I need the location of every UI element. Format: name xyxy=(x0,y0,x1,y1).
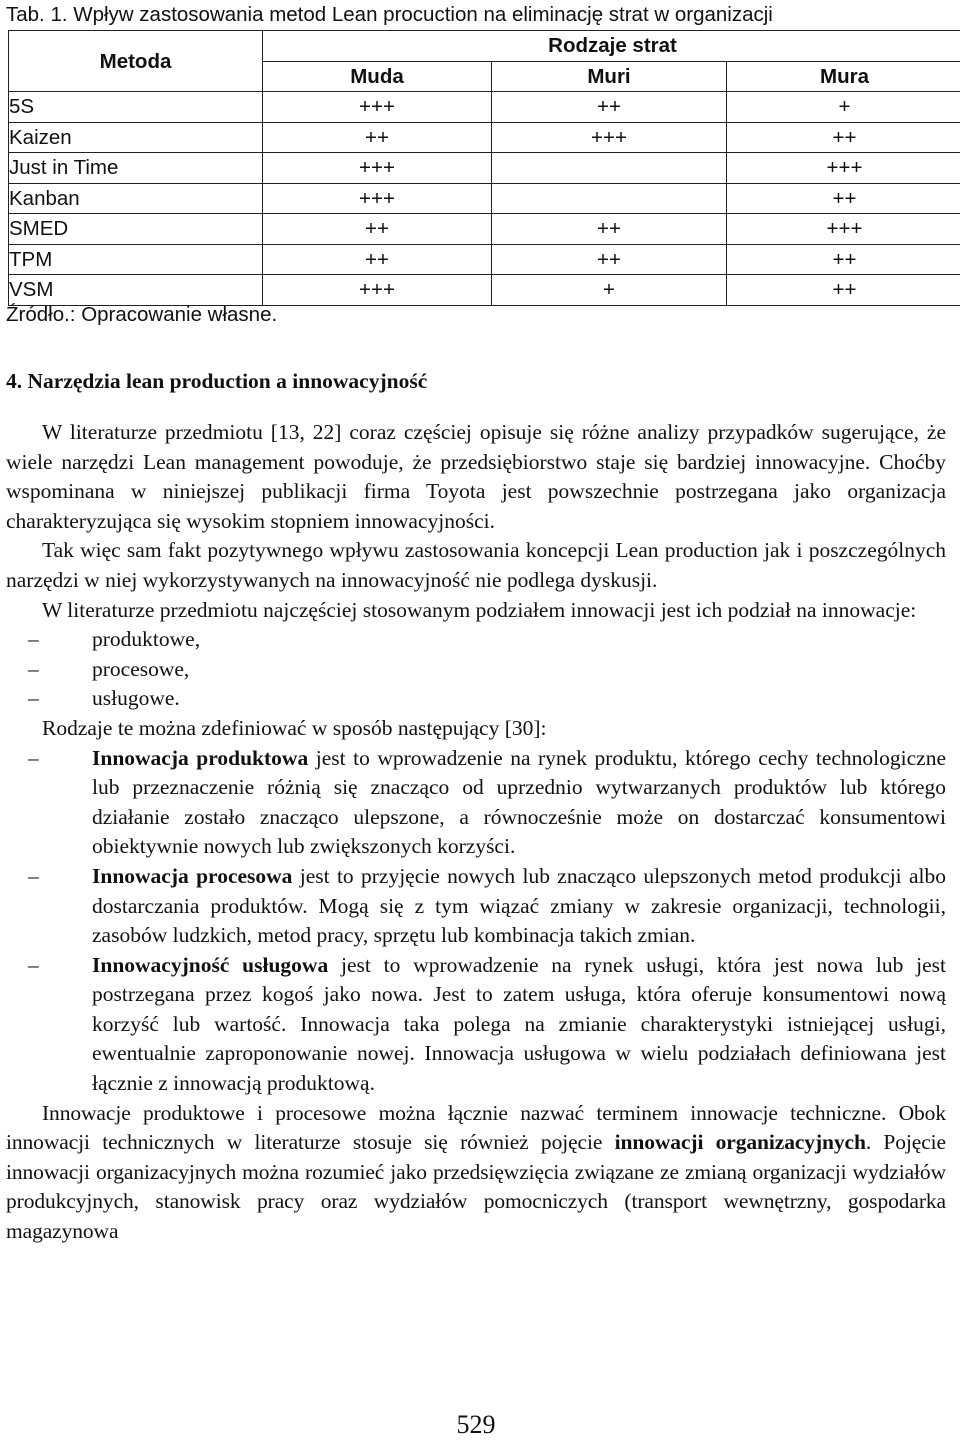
header-muda: Muda xyxy=(263,61,492,92)
mura-cell: ++ xyxy=(727,244,960,275)
muda-cell: +++ xyxy=(263,153,492,184)
table-source-note: Źródło.: Opracowanie własne. xyxy=(6,303,278,326)
definition-text: jest to wprowadzenie na rynek produktu, którego cechy technologiczne lub przeznaczenie różnią się znacząco od uprzednio wytwarzanych produktów lub którego działanie zostało znacząco ulepszone, a równocześnie może on dostarczać konsumentowi obiektywnie nowych lub zwiększonych korzyści. xyxy=(92,745,946,859)
bold-term: innowacji organizacyjnych xyxy=(614,1130,866,1155)
dash-bullet: – xyxy=(28,863,39,888)
definition-term: Innowacja produktowa xyxy=(92,745,309,770)
mura-cell: + xyxy=(727,92,960,123)
mura-cell: +++ xyxy=(727,153,960,184)
lean-methods-table xyxy=(8,30,960,306)
page-number: 529 xyxy=(456,1410,496,1439)
mura-cell: ++ xyxy=(727,275,960,306)
definition-text: jest to wprowadzenie na rynek usługi, która jest nowa lub jest postrzegana przez kogoś jako nowa. Jest to zatem usługa, która oferuje konsumentowi nową korzyść lub wartość. Innowacja taka polega na zmianie charakterystyki istniejącej usługi, ewentualnie zaproponowanie nowej. Innowacja usługowa w wielu podziałach definiowana jest łącznie z innowacją produktową. xyxy=(92,952,946,1096)
method-cell: Kanban xyxy=(9,183,263,214)
paragraph-text: . Pojęcie innowacji organizacyjnych można rozumieć jako przedsięwzięcia związane ze zmianą organizacji wydziałów produkcyjnych, stanowisk pracy oraz wydziałów pomocniczych (transport wewnętrzny, gospodarka magazynowa xyxy=(6,1130,946,1244)
muda-cell: ++ xyxy=(263,244,492,275)
innovation-definitions-list xyxy=(6,744,946,1099)
paragraph: Rodzaje te można zdefiniować w sposób następujący [30]: xyxy=(42,715,547,740)
list-item-text: procesowe, xyxy=(92,656,190,681)
table-row xyxy=(9,92,960,123)
muri-cell: +++ xyxy=(492,122,727,153)
list-item-text: usługowe. xyxy=(92,686,180,711)
method-cell: TPM xyxy=(9,244,263,275)
method-cell: 5S xyxy=(9,92,263,123)
method-cell: SMED xyxy=(9,214,263,245)
dash-bullet: – xyxy=(28,952,39,977)
paragraph: W literaturze przedmiotu najczęściej stosowanym podziałem innowacji jest ich podział na innowacje: xyxy=(42,597,917,622)
list-item xyxy=(6,655,946,685)
table-row xyxy=(9,183,960,214)
mura-cell: ++ xyxy=(727,183,960,214)
paragraph: W literaturze przedmiotu [13, 22] coraz częściej opisuje się różne analizy przypadków sugerujące, że wiele narzędzi Lean management powoduje, że przedsiębiorstwo staje się bardziej innowacyjne. Choćby wspominana w niniejszej publikacji firma Toyota jest powszechnie postrzegana jako organizacja charakteryzująca się wysokim stopniem innowacyjności. xyxy=(6,420,946,533)
header-muri: Muri xyxy=(492,61,727,92)
method-cell: Kaizen xyxy=(9,122,263,153)
paragraph-text: Innowacje produktowe i procesowe można łącznie nazwać terminem innowacje techniczne. Obok innowacji technicznych w literaturze stosuje się również pojęcie xyxy=(6,1100,946,1155)
muri-cell: + xyxy=(492,275,727,306)
muda-cell: ++ xyxy=(263,214,492,245)
mura-cell: ++ xyxy=(727,122,960,153)
mura-cell: +++ xyxy=(727,214,960,245)
table-row xyxy=(9,244,960,275)
list-item-text: produktowe, xyxy=(92,627,201,652)
muri-cell xyxy=(492,183,727,214)
method-cell: Just in Time xyxy=(9,153,263,184)
muri-cell: ++ xyxy=(492,92,727,123)
dash-bullet: – xyxy=(28,656,39,681)
definition-item xyxy=(6,951,946,1099)
definition-term: Innowacyjność usługowa xyxy=(92,952,329,977)
muda-cell: +++ xyxy=(263,92,492,123)
header-waste-types: Rodzaje strat xyxy=(263,31,960,62)
muda-cell: +++ xyxy=(263,183,492,214)
muri-cell xyxy=(492,153,727,184)
muri-cell: ++ xyxy=(492,244,727,275)
definition-item xyxy=(6,862,946,951)
table-row xyxy=(9,122,960,153)
list-item xyxy=(6,625,946,655)
table-row xyxy=(9,153,960,184)
muda-cell: +++ xyxy=(263,275,492,306)
definition-item xyxy=(6,744,946,862)
paragraph xyxy=(6,1099,946,1247)
header-method: Metoda xyxy=(9,31,263,92)
innovation-types-list xyxy=(6,625,946,714)
muri-cell: ++ xyxy=(492,214,727,245)
paragraph: Tak więc sam fakt pozytywnego wpływu zastosowania koncepcji Lean production jak i poszczególnych narzędzi w niej wykorzystywanych na innowacyjność nie podlega dyskusji. xyxy=(6,538,946,592)
method-cell: VSM xyxy=(9,275,263,306)
table-row xyxy=(9,214,960,245)
dash-bullet: – xyxy=(28,627,39,652)
dash-bullet: – xyxy=(28,686,39,711)
dash-bullet: – xyxy=(28,745,39,770)
list-item xyxy=(6,684,946,714)
definition-text: jest to przyjęcie nowych lub znacząco ulepszonych metod produkcji albo dostarczania produktów. Mogą się z tym wiązać zmiany w zakresie organizacji, technologii, zasobów ludzkich, metod pracy, sprzętu lub kombinacja takich zmian. xyxy=(92,863,946,948)
muda-cell: ++ xyxy=(263,122,492,153)
header-mura: Mura xyxy=(727,61,960,92)
table-caption: Tab. 1. Wpływ zastosowania metod Lean procuction na eliminację strat w organizacji xyxy=(6,3,773,26)
definition-term: Innowacja procesowa xyxy=(92,863,293,888)
section-heading: 4. Narzędzia lean production a innowacyjność xyxy=(6,369,428,393)
body-text xyxy=(6,418,946,1247)
table-header-row xyxy=(9,31,960,62)
